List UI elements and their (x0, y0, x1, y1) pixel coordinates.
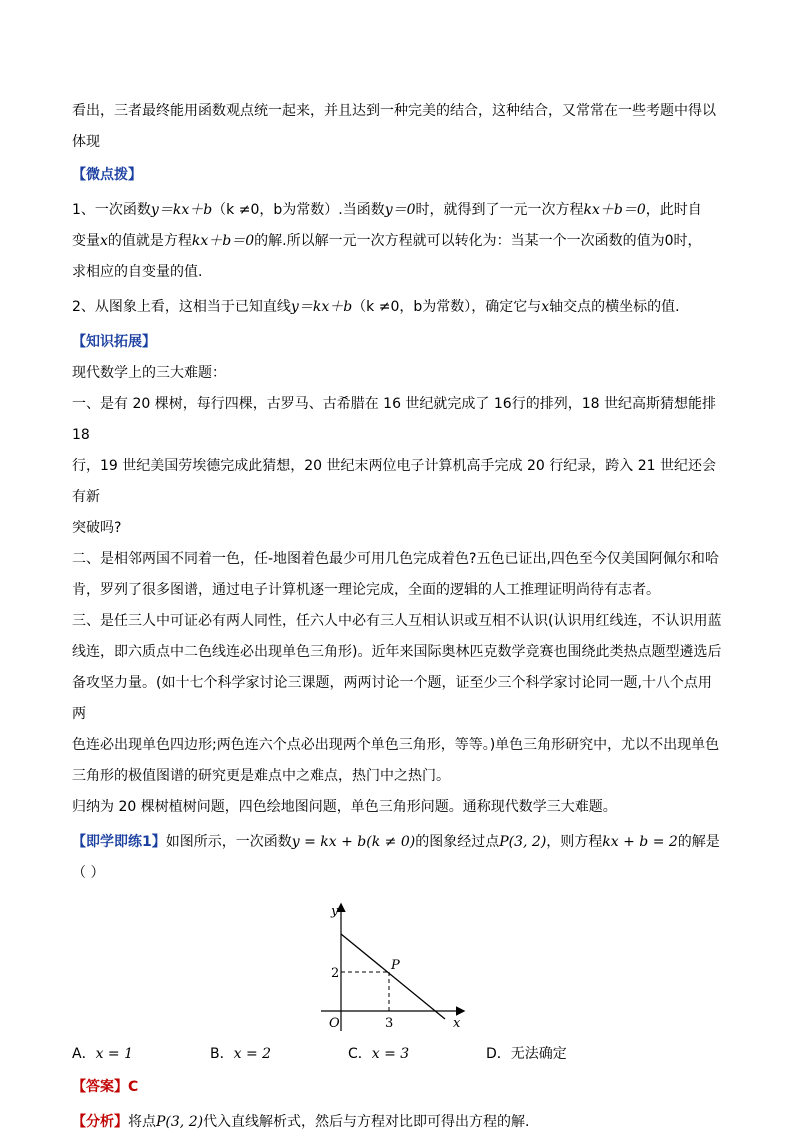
extension-summary: 归纳为 20 棵树植树问题，四色绘地图问题，单色三角形问题。通称现代数学三大难题。 (72, 799, 617, 815)
analysis-heading: 【分析】 (72, 1114, 128, 1130)
answer-choices (72, 1039, 724, 1070)
intro-line-1: 看出，三者最终能用函数观点统一起来，并且达到一种完美的结合，这种结合，又常常在一些考题中得以 (72, 103, 716, 119)
analysis-line: 【分析】将点P(3, 2)代入直线解析式，然后与方程对比即可得出方程的解. (72, 1114, 530, 1130)
choice-d[interactable]: D．无法确定 (486, 1046, 567, 1062)
answer-value: C (128, 1079, 139, 1095)
problem-three-line-1: 三、是任三人中可证必有两人同性，任六人中必有三人互相认识或互相不认识(认识用红线连，不认识用蓝 (72, 613, 722, 629)
tips-paragraph-2: 2、从图象上看，这相当于已知直线y＝kx＋b（k ≠0，b为常数），确定它与x轴交点的横坐标的值. (72, 299, 680, 315)
tick-x-label: 3 (385, 1016, 394, 1031)
tips-paragraph-1-line-3: 求相应的自变量的值. (72, 264, 203, 280)
choice-b[interactable]: B．x = 2 (210, 1046, 272, 1062)
practice-heading: 【即学即练1】 (72, 834, 166, 850)
origin-label: O (329, 1016, 340, 1031)
extension-title: 现代数学上的三大难题： (72, 365, 226, 381)
choice-c[interactable]: C．x = 3 (348, 1046, 410, 1062)
intro-line-2: 体现 (72, 134, 100, 150)
tick-y-label: 2 (331, 966, 340, 981)
problem-three-line-5: 三角形的极值图谱的研究更是难点中之难点，热门中之热门。 (72, 768, 450, 784)
problem-three-line-2: 线连，即六质点中二色线连必出现单色三角形)。近年来国际奥林匹克数学竞赛也围绕此类热点题型遴选后 (72, 644, 722, 660)
problem-three-line-3: 备攻坚力量。(如十七个科学家讨论三课题，两两讨论一个题，证至少三个科学家讨论同一题,十八个点用两 (72, 675, 712, 722)
x-axis-label: x (453, 1016, 461, 1031)
function-graph (317, 899, 477, 1039)
document-page (72, 96, 724, 1138)
function-graph-figure (72, 889, 724, 1039)
problem-one-line-3: 突破吗? (72, 520, 122, 536)
problem-three-line-4: 色连必出现单色四边形;两色连六个点必出现两个单色三角形，等等。)单色三角形研究中，尤以不出现单色 (72, 737, 720, 753)
y-axis-label: y (331, 904, 339, 919)
tips-heading: 【微点拨】 (72, 167, 142, 183)
answer-heading: 【答案】 (72, 1079, 128, 1095)
choice-a[interactable]: A．x = 1 (72, 1046, 134, 1062)
practice-question: 【即学即练1】如图所示，一次函数y = kx + b(k ≠ 0)的图象经过点P(3, 2)，则方程kx + b = 2的解是（ ） (72, 834, 720, 881)
problem-two-line-1: 二、是相邻两国不同着一色，任-地图着色最少可用几色完成着色?五色已证出,四色至今仅美国阿佩尔和哈 (72, 551, 719, 567)
problem-two-line-2: 肯，罗列了很多图谱，通过电子计算机逐一理论完成，全面的逻辑的人工推理证明尚待有志者。 (72, 582, 660, 598)
function-line (341, 934, 445, 1019)
problem-one-line-2: 行，19 世纪美国劳埃德完成此猜想，20 世纪末两位电子计算机高手完成 20 行纪录，跨入 21 世纪还会有新 (72, 458, 716, 505)
problem-one-line-1: 一、是有 20 棵树，每行四棵，古罗马、古希腊在 16 世纪就完成了 16行的排列，18 世纪高斯猜想能排 18 (72, 396, 716, 443)
extension-heading: 【知识拓展】 (72, 334, 156, 350)
tips-paragraph-1-line-1: 1、一次函数y＝kx＋b（k ≠0，b为常数）.当函数y＝0时，就得到了一元一次方程kx＋b＝0，此时自 (72, 202, 702, 218)
answer-line (72, 1072, 724, 1103)
point-p-label: P (391, 958, 400, 973)
tips-paragraph-1-line-2: 变量x的值就是方程kx＋b＝0的解.所以解一元一次方程就可以转化为：当某一个一次函数的值为0时， (72, 233, 702, 249)
